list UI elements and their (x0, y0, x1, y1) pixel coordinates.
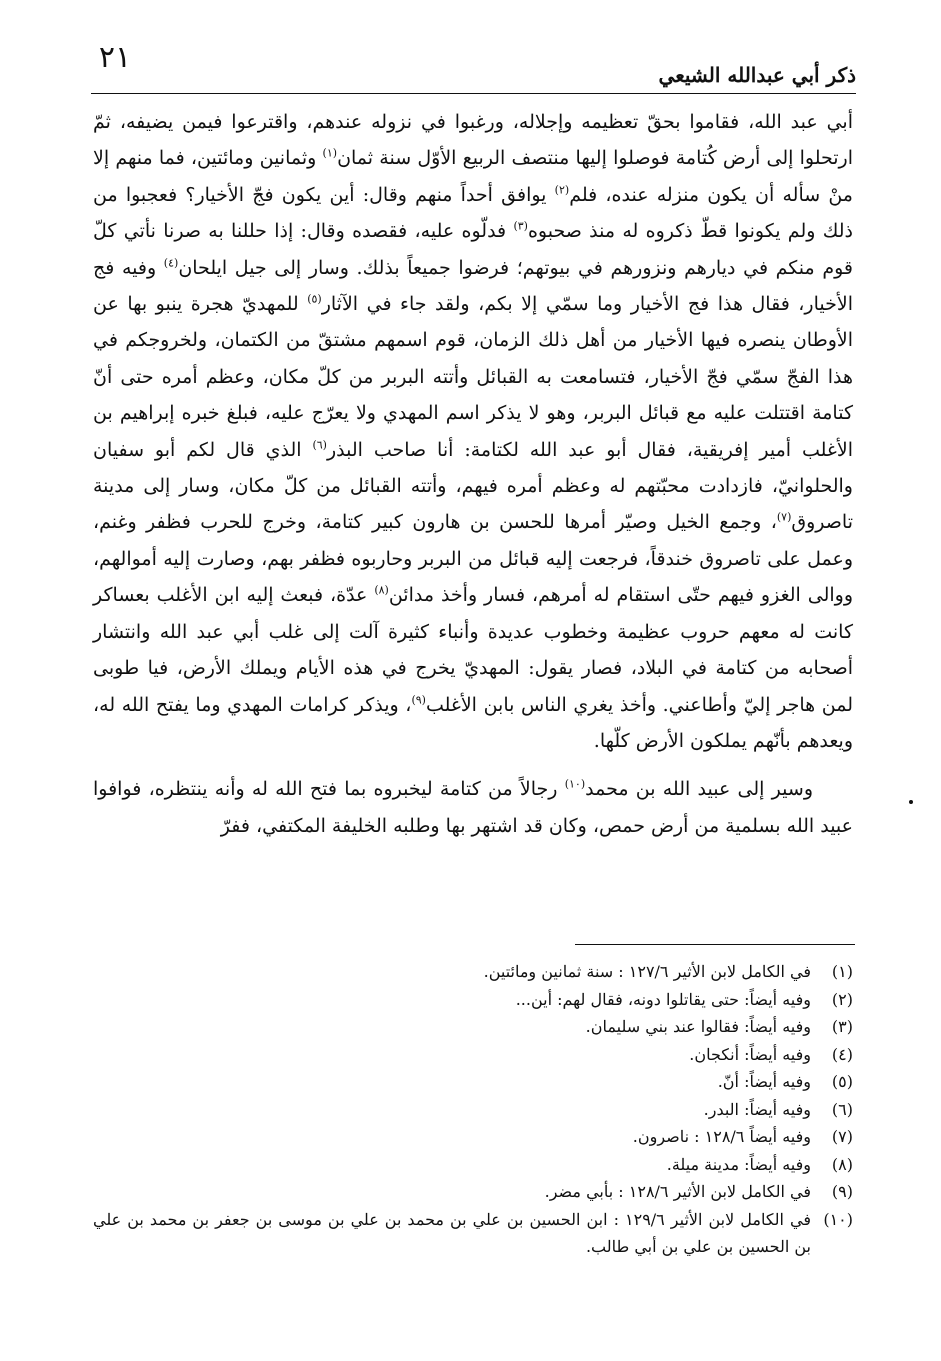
footnote-text: في الكامل لابن الأثير ١٢٨/٦ : بأبي مضر. (544, 1182, 811, 1201)
footnote-ref-9: (٩) (411, 693, 426, 707)
footnote-text: وفيه أيضاً: أنّ. (717, 1072, 811, 1091)
page-number: ٢١ (98, 40, 132, 75)
footnote-number: (٣) (831, 1017, 853, 1036)
running-head: ذكر أبي عبدالله الشيعي (658, 63, 856, 87)
footnote-text: وفيه أيضاً: حتى يقاتلوا دونه، فقال لهم: أين... (515, 989, 811, 1009)
main-text (93, 104, 853, 844)
text-run: عدّة، فبعث إليه ابن الأغلب بعساكر كانت له معهم حروب عظيمة وخطوب عديدة وأنباء كثيرة آلت إلى غلب أبي عبد الله وانتشار أصحابه من كتامة في البلاد، فصار يقول: المهديّ يخرج في هذه الأيام ويملك الأرض، فيا طوبى لمن هاجر إليّ وأطاعني. وأخذ يغري الناس بابن الأغلب (93, 584, 853, 716)
footnote-ref-6: (٦) (312, 438, 327, 452)
text-run: ، ويذكر كرامات المهدي وما يفتح الله له، ويعدهم بأنّهم يملكون الأرض كلّها. (93, 693, 853, 752)
footnote-number: (٦) (831, 1099, 853, 1119)
footnote-number: (٤) (831, 1044, 853, 1064)
footnote-text: وفيه أيضاً ١٢٨/٦ : ناصرون. (632, 1127, 811, 1146)
footnote-ref-5: (٥) (307, 292, 322, 306)
footnote-5 (93, 1068, 853, 1096)
footnote-number: (١٠) (823, 1209, 853, 1229)
footnote-number: (٢) (831, 989, 853, 1009)
header-rule (91, 93, 856, 94)
footnote-ref-3: (٣) (513, 219, 528, 233)
footnote-10 (93, 1206, 853, 1261)
footnote-3 (93, 1013, 853, 1041)
footnote-number: (٧) (831, 1127, 853, 1146)
text-run: وسير إلى عبيد الله بن محمد (585, 778, 813, 801)
footnote-ref-7: (٧) (776, 511, 792, 525)
footnote-number: (٨) (831, 1154, 853, 1174)
footnote-number: (١) (831, 962, 853, 981)
footnote-2 (93, 986, 853, 1014)
footnote-4 (93, 1041, 853, 1069)
text-run: للمهديّ هجرة ينبو بها عن الأوطان ينصره فيها الأخيار من أهل ذلك الزمان، قوم اسمهم مشتقّ من الكتمان، ولخروجكم في هذا الفجّ سمّي فجّ الأخيار، فتسامعت به القبائل وأتته البربر من كلّ مكان، وعظم أمره حتى أنّ كتامة اقتتلت عليه مع قبائل البربر، وهو لا يذكر اسم المهدي ولا يعرّج عليه، فبلغ خبره إبراهيم بن الأغلب أمير إفريقية، فقال أبو عبد الله لكتامة: أنا صاحب البذر (93, 293, 853, 461)
footnote-ref-8: (٨) (374, 583, 389, 597)
footnote-ref-2: (٢) (554, 183, 570, 197)
text-run: وفيه فج الأخيار، فقال هذا فج الأخيار وما سمّي إلا بكم، ولقد جاء في الآثار (93, 256, 853, 316)
footnote-9 (93, 1178, 853, 1206)
footnote-text: وفيه أيضاً: أنكجان. (689, 1044, 811, 1064)
footnote-1 (93, 958, 853, 986)
text-run: يوافق أحداً منهم وقال: أين يكون فجّ الأخيار؟ فعجبوا من ذلك ولم يكونوا قطّ ذكروه له منذ صحبوه (93, 183, 853, 243)
footnotes-list (93, 958, 853, 1261)
footnote-text: وفيه أيضاً: فقالوا عند بني سليمان. (585, 1017, 811, 1036)
margin-mark (909, 800, 913, 804)
footnote-ref-4: (٤) (163, 256, 179, 270)
footnote-text: في الكامل لابن الأثير ١٢٩/٦ : ابن الحسين بن علي بن محمد بن علي بن موسى بن جعفر بن محمد بن علي بن الحسين بن علي بن أبي طالب. (93, 1209, 812, 1256)
footnote-text: وفيه أيضاً: البدر. (703, 1099, 811, 1119)
text-run: رجالاً من كتامة ليخبروه بما فتح الله له وأنه ينتظره، فوافوا عبيد الله بسلمية من أرض حمص، وكان قد اشتهر بها وطلبه الخليفة المكتفي، ففرّ (93, 778, 853, 837)
footnote-rule (575, 944, 855, 945)
text-run: فدلّوه عليه، فقصده وقال: إذا حللنا به صرنا نأتي كلّ قوم منكم في ديارهم ونزورهم في بيوتهم؛ فرضوا جميعاً بذلك. وسار إلى جيل ايلحان (93, 220, 853, 279)
footnote-text: وفيه أيضاً: مدينة ميلة. (666, 1154, 811, 1174)
footnote-number: (٩) (831, 1182, 853, 1201)
text-run: ، وجمع الخيل وصيّر أمرها للحسن بن هارون كبير كتامة، وخرج للحرب فظفر وغنم، وعمل على تاصروق خندقاً، فرجعت إليه قبائل من البربر وحاربوه فظفر بهم، وصارت إليه أموالهم، ووالى الغزو فيهم حتّى استقام له أمرهم، فسار وأخذ مدائن (93, 511, 853, 607)
text-run: أبي عبد الله، فقاموا بحقّ تعظيمه وإجلاله، ورغبوا في نزوله عندهم، واقترعوا فيمن يضيفه، ثمّ ارتحلوا إلى أرض كُتامة فوصلوا إليها منتصف الربيع الأوّل سنة ثمان (93, 111, 853, 170)
footnote-number: (٥) (831, 1072, 853, 1091)
footnote-8 (93, 1151, 853, 1179)
text-run: الذي قال لكم أبو سفيان والحلوانيّ، فازدادت محبّتهم له وعظم أمره فيهم، وأتته القبائل من كلّ مكان، وسار إلى مدينة تاصروق (93, 438, 853, 534)
footnote-ref-1: (١) (322, 147, 338, 161)
paragraph-2 (93, 771, 853, 844)
footnote-7 (93, 1123, 853, 1151)
footnote-ref-10: (١٠) (564, 777, 586, 791)
text-run: وثمانين ومائتين، فما منهم إلا منْ سأله أن يكون منزله عنده، فلم (93, 147, 853, 206)
footnote-6 (93, 1096, 853, 1124)
paragraph-1 (93, 104, 853, 759)
footnote-text: في الكامل لابن الأثير ١٢٧/٦ : سنة ثمانين ومائتين. (483, 962, 811, 981)
